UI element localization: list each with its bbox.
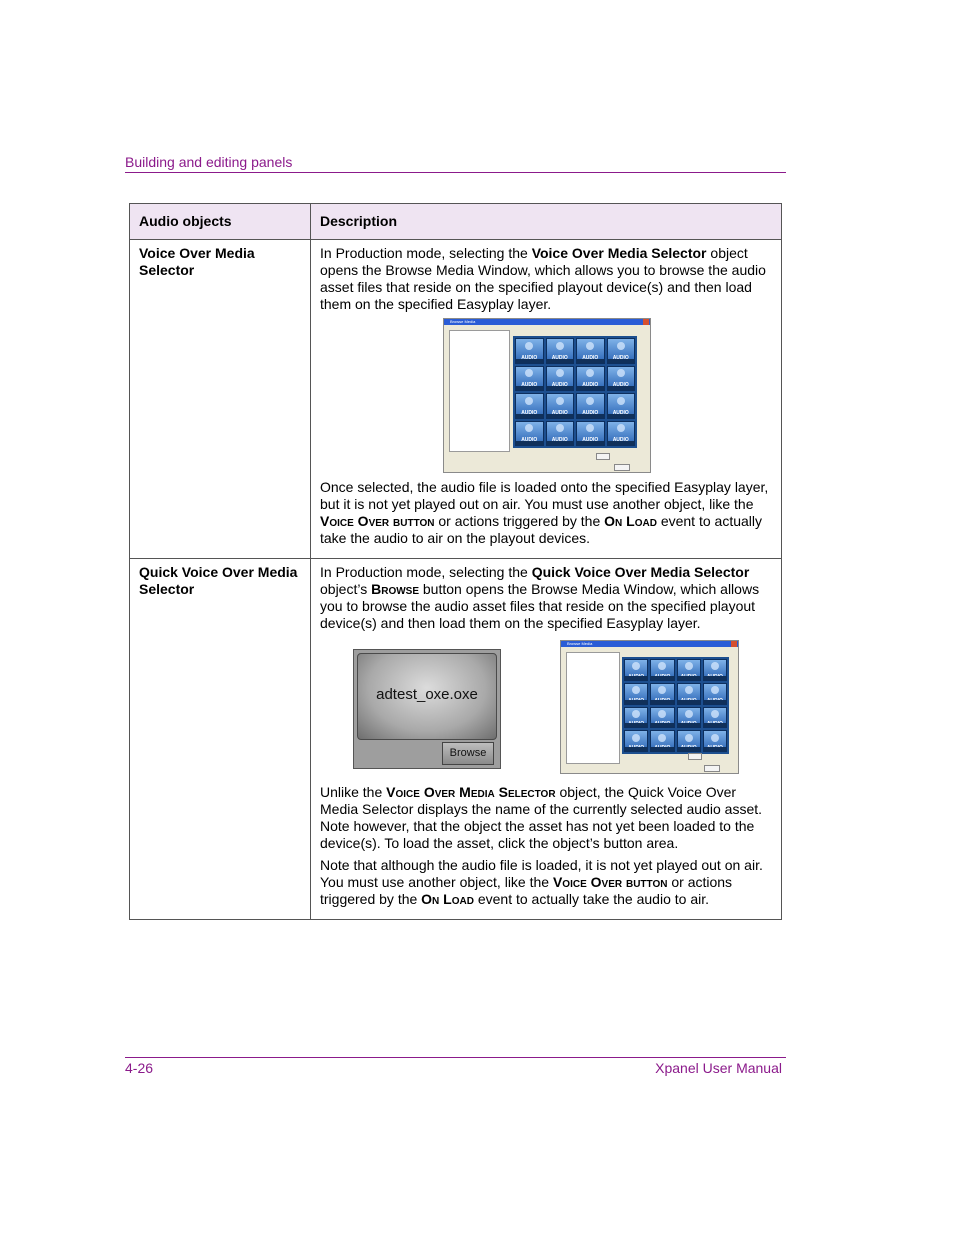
column-header-audio-objects: Audio objects	[130, 204, 311, 240]
object-description	[311, 559, 782, 920]
audio-tile-icon	[607, 366, 636, 392]
ok-button	[614, 464, 630, 471]
table-row	[130, 240, 782, 559]
browse-media-window-screenshot	[560, 640, 739, 774]
figure-row	[320, 640, 772, 780]
manual-title: Xpanel User Manual	[655, 1060, 782, 1076]
audio-tile-icon	[624, 730, 648, 752]
audio-tile-icon	[703, 659, 727, 681]
table-header-row	[130, 204, 782, 240]
description-paragraph: Once selected, the audio file is loaded onto the specified Easyplay layer, but it is not yet played out on air. You must use another object, like the Voice Over button or actions triggered by the On Load event to actually take the audio to air on the playout devices.	[320, 479, 769, 546]
audio-tile-icon	[607, 421, 636, 447]
audio-objects-table	[129, 203, 782, 920]
audio-tile-icon	[576, 338, 605, 364]
audio-tile-icon	[515, 366, 544, 392]
audio-tile-icon	[624, 707, 648, 729]
description-paragraph: In Production mode, selecting the Voice Over Media Selector object opens the Browse Media Window, which allows you to browse the audio asset files that reside on the specified playout device(s) and then load them on the specified Easyplay layer.	[320, 245, 766, 312]
audio-tile-icon	[624, 683, 648, 705]
window-titlebar: Browse Media	[561, 641, 738, 647]
audio-tile-icon	[607, 338, 636, 364]
audio-tile-icon	[677, 707, 701, 729]
audio-tile-icon	[515, 338, 544, 364]
running-header: Building and editing panels	[125, 154, 293, 170]
window-titlebar: Browse Media	[444, 319, 650, 325]
audio-asset-grid	[513, 336, 637, 448]
browse-media-window-screenshot	[443, 318, 651, 473]
audio-tile-icon	[515, 393, 544, 419]
page-number: 4-26	[125, 1060, 154, 1076]
audio-tile-icon	[546, 366, 575, 392]
object-name: Quick Voice Over Media Selector	[130, 559, 311, 920]
audio-tile-icon	[703, 683, 727, 705]
close-icon	[731, 641, 737, 647]
description-paragraph: Note that although the audio file is loaded, it is not yet played out on air. You must use another object, like the Voice Over button or actions triggered by the On Load event to actually take the audio to air.	[320, 857, 763, 907]
clear-button	[596, 453, 610, 460]
audio-tile-icon	[624, 659, 648, 681]
asset-name-label: adtest_oxe.oxe	[376, 686, 478, 703]
audio-tile-icon	[607, 393, 636, 419]
folder-tree-panel	[449, 330, 510, 452]
audio-tile-icon	[650, 683, 674, 705]
audio-tile-icon	[650, 659, 674, 681]
audio-tile-icon	[546, 338, 575, 364]
quick-voice-over-button-screenshot	[353, 649, 501, 769]
folder-tree-panel	[566, 652, 620, 764]
audio-asset-grid	[622, 657, 729, 754]
footer-rule	[125, 1057, 786, 1058]
audio-tile-icon	[703, 707, 727, 729]
column-header-description: Description	[311, 204, 782, 240]
ok-button	[704, 765, 720, 772]
browse-button: Browse	[442, 742, 494, 765]
audio-tile-icon	[576, 366, 605, 392]
audio-tile-icon	[677, 659, 701, 681]
audio-tile-icon	[576, 393, 605, 419]
audio-tile-icon	[677, 730, 701, 752]
description-paragraph: Unlike the Voice Over Media Selector object, the Quick Voice Over Media Selector displays the name of the currently selected audio asset. Note however, that the object the asset has not yet been loaded to the device(s). To load the asset, click the object’s button area.	[320, 784, 763, 851]
table-row	[130, 559, 782, 920]
close-icon	[643, 319, 649, 325]
audio-tile-icon	[677, 683, 701, 705]
audio-tile-icon	[576, 421, 605, 447]
audio-tile-icon	[546, 393, 575, 419]
audio-tile-icon	[650, 707, 674, 729]
header-rule	[125, 172, 786, 173]
object-name: Voice Over Media Selector	[130, 240, 311, 559]
audio-tile-icon	[515, 421, 544, 447]
audio-tile-icon	[650, 730, 674, 752]
object-description	[311, 240, 782, 559]
clear-button	[688, 753, 702, 760]
audio-tile-icon	[703, 730, 727, 752]
audio-tile-icon	[546, 421, 575, 447]
description-paragraph: In Production mode, selecting the Quick Voice Over Media Selector object’s Browse button opens the Browse Media Window, which allows you to browse the audio asset files that reside on the specified playout device(s) and then load them on the specified Easyplay layer.	[320, 564, 760, 631]
